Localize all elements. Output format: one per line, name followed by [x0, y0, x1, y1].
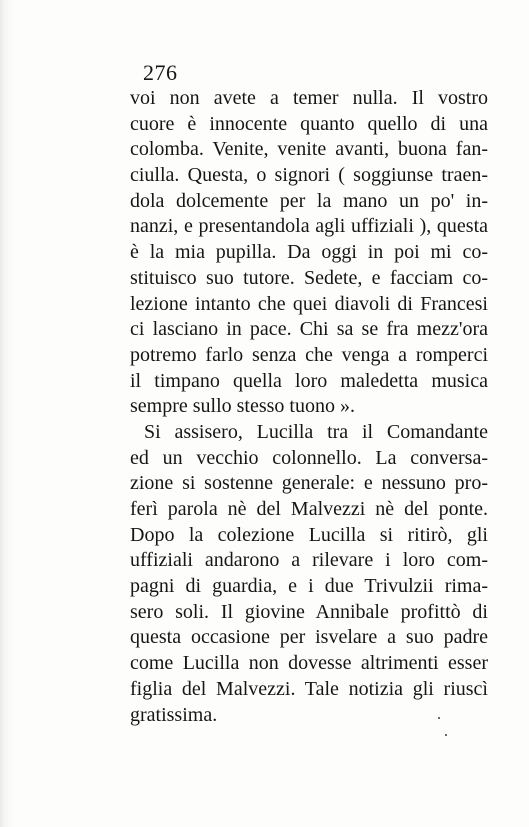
- text-line: Si assisero, Lucilla tra il Comandante: [144, 420, 488, 443]
- text-line: pagni di guardia, e i due Trivulzii rima-: [130, 575, 488, 598]
- text-line: ci lasciano in pace. Chi sa se fra mezz'ora: [130, 318, 488, 341]
- text-line: ciulla. Questa, o signori ( soggiunse traen-: [130, 164, 488, 187]
- text-line: come Lucilla non dovesse altrimenti esser: [130, 652, 488, 675]
- text-line: questa occasione per isvelare a suo padre: [130, 626, 488, 649]
- body-text: [130, 86, 488, 728]
- text-line: potremo farlo senza che venga a romperci: [130, 343, 488, 366]
- text-line: dola dolcemente per la mano un po' in-: [130, 189, 488, 212]
- text-line: colomba. Venite, venite avanti, buona fan-: [130, 138, 488, 161]
- text-line: Dopo la colezione Lucilla si ritirò, gli: [130, 523, 488, 546]
- text-line: nanzi, e presentandola agli uffiziali ), questa: [130, 215, 488, 238]
- text-line: stituisco suo tutore. Sedete, e facciam co-: [130, 266, 488, 289]
- text-line: sempre sullo stesso tuono ».: [130, 395, 355, 418]
- page-number: 276: [143, 60, 178, 85]
- paper-speck: [438, 717, 440, 719]
- text-line: voi non avete a temer nulla. Il vostro: [130, 87, 488, 109]
- text-line: ed un vecchio colonnello. La conversa-: [130, 446, 488, 469]
- text-line: sero soli. Il giovine Annibale profittò di: [130, 600, 488, 623]
- text-line: uffiziali andarono a rilevare i loro com-: [130, 549, 488, 572]
- text-line: ferì parola nè del Malvezzi nè del ponte.: [130, 498, 488, 520]
- text-line: è la mia pupilla. Da oggi in poi mi co-: [130, 241, 488, 264]
- text-line: il timpano quella loro maledetta musica: [130, 369, 488, 392]
- page-gutter-shadow: [0, 0, 14, 827]
- text-line: figlia del Malvezzi. Tale notizia gli riuscì: [130, 677, 488, 700]
- text-line: lezione intanto che quei diavoli di Francesi: [130, 292, 488, 315]
- text-line: cuore è innocente quanto quello di una: [130, 112, 488, 135]
- text-line: zione si sostenne generale: e nessuno pro-: [130, 472, 488, 495]
- text-line: gratissima.: [130, 703, 218, 726]
- paper-speck: [445, 734, 447, 736]
